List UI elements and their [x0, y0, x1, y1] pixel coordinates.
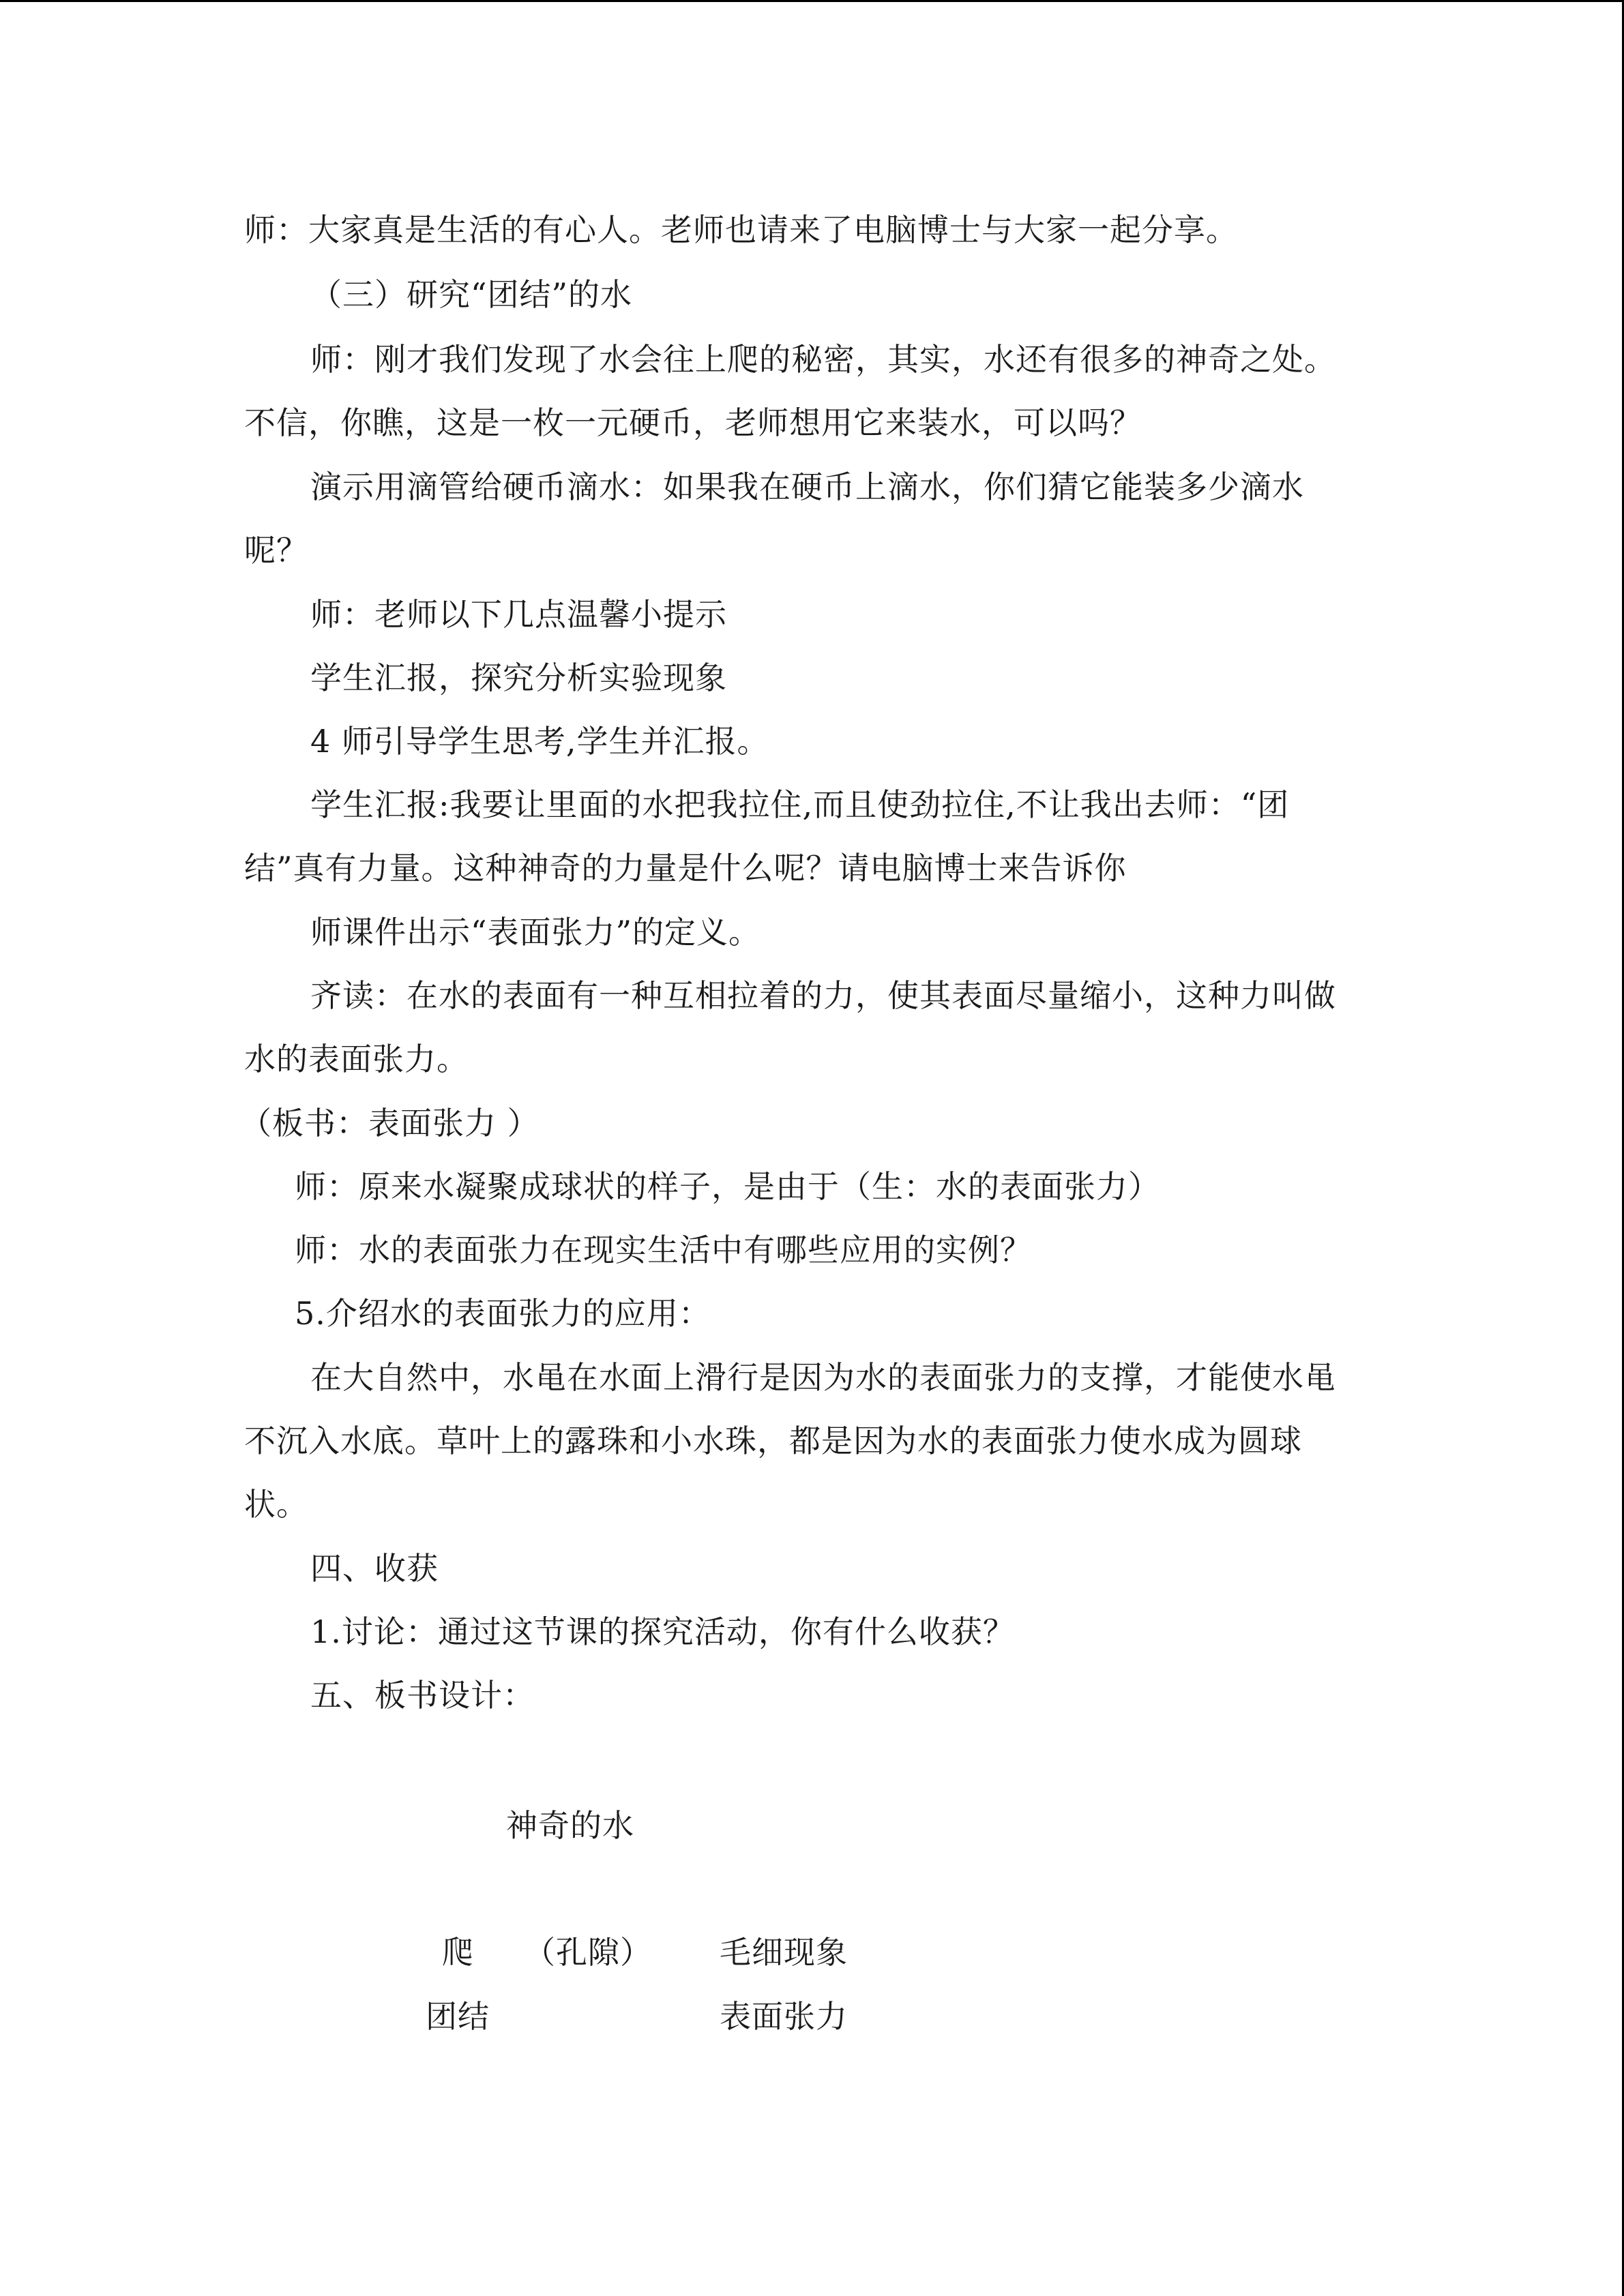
paragraph-line-10: 学生汇报:我要让里面的水把我拉住,而且使劲拉住,不让我出去师：“团: [310, 786, 1290, 823]
section-heading-4: 四、收获: [310, 1550, 439, 1587]
paragraph-line-9: 4 师引导学生思考,学生并汇报。: [310, 723, 769, 760]
paragraph-line-7: 师：老师以下几点温馨小提示: [310, 596, 727, 633]
paragraph-line-5: 演示用滴管给硬币滴水：如果我在硬币上滴水，你们猜它能装多少滴水: [310, 468, 1304, 505]
paragraph-line-19: 在大自然中，水黾在水面上滑行是因为水的表面张力的支撑，才能使水黾: [310, 1359, 1336, 1396]
paragraph-line-11: 结”真有力量。这种神奇的力量是什么呢？请电脑博士来告诉你: [244, 850, 1127, 886]
board-capillary: 毛细现象: [720, 1934, 848, 1971]
board-pores: （孔隙）: [524, 1934, 652, 1971]
paragraph-line-13: 齐读：在水的表面有一种互相拉着的力，使其表面尽量缩小，这种力叫做: [310, 977, 1336, 1014]
section-heading-3: （三）研究“团结”的水: [310, 276, 633, 313]
paragraph-line-17: 师：水的表面张力在现实生活中有哪些应用的实例？: [295, 1232, 1032, 1268]
paragraph-line-14: 水的表面张力。: [244, 1041, 469, 1077]
paragraph-line-20: 不沉入水底。草叶上的露珠和小水珠，都是因为水的表面张力使水成为圆球: [244, 1422, 1302, 1459]
board-climb: 爬: [442, 1934, 474, 1971]
paragraph-line-1: 师：大家真是生活的有心人。老师也请来了电脑博士与大家一起分享。: [244, 211, 1238, 248]
paragraph-line-8: 学生汇报，探究分析实验现象: [310, 659, 727, 696]
board-note-line: （板书：表面张力 ）: [240, 1105, 540, 1142]
page-top-border: [0, 0, 1624, 2]
paragraph-line-16: 师：原来水凝聚成球状的样子，是由于（生：水的表面张力）: [295, 1168, 1160, 1205]
board-unity: 团结: [426, 1998, 490, 2035]
paragraph-line-18: 5.介绍水的表面张力的应用：: [295, 1295, 711, 1332]
paragraph-line-6: 呢？: [244, 532, 308, 569]
board-tension: 表面张力: [720, 1998, 848, 2035]
paragraph-line-3: 师：刚才我们发现了水会往上爬的秘密，其实，水还有很多的神奇之处。: [310, 341, 1336, 378]
board-title: 神奇的水: [506, 1807, 634, 1844]
paragraph-line-21: 状。: [244, 1486, 308, 1523]
paragraph-line-12: 师课件出示“表面张力”的定义。: [310, 914, 761, 951]
paragraph-line-4: 不信，你瞧，这是一枚一元硬币，老师想用它来装水，可以吗？: [244, 404, 1142, 441]
section-heading-5: 五、板书设计：: [310, 1677, 535, 1714]
paragraph-line-23: 1.讨论：通过这节课的探究活动，你有什么收获？: [310, 1613, 1015, 1650]
